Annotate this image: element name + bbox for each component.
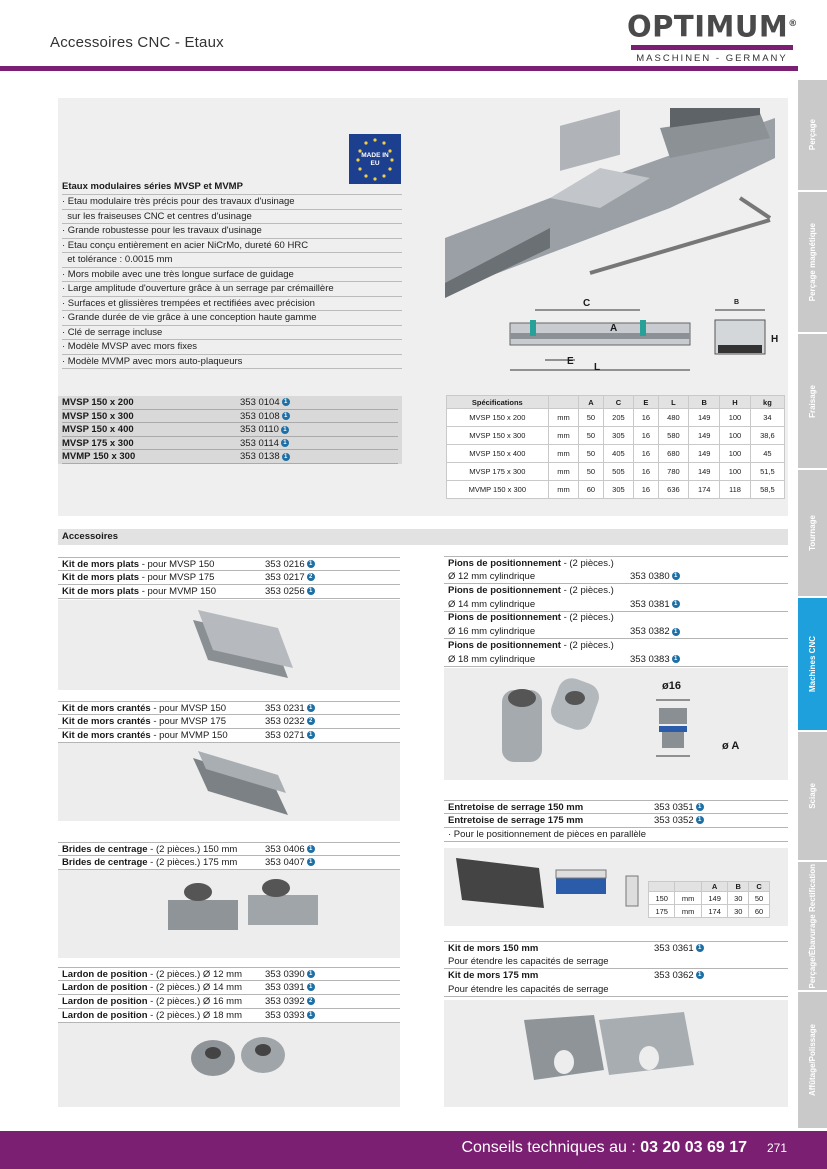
spec-header-cell: E <box>634 396 658 409</box>
spacer-table-header <box>649 882 770 892</box>
spacer-table-cell: C <box>749 882 770 892</box>
pin-sub-row <box>444 570 788 584</box>
info-dot-icon[interactable]: 1 <box>307 704 315 712</box>
pin-name: Pions de positionnement <box>448 612 561 624</box>
spec-header-cell <box>548 396 579 409</box>
spec-header-cell: Spécifications <box>447 396 549 409</box>
vise-bullet: · Etau conçu entièrement en acier NiCrMo, dureté 60 HRC <box>62 239 402 254</box>
dim-label-b: B <box>734 299 740 306</box>
pin-ref: 353 0382 1 <box>630 625 680 639</box>
info-dot-icon[interactable]: 1 <box>307 970 315 978</box>
spacer-row <box>444 814 788 828</box>
accessory-name: Kit de mors crantés <box>62 716 151 727</box>
dim-label-a: A <box>610 323 618 334</box>
pin-size: Ø 12 mm cylindrique <box>448 571 536 582</box>
spec-cell: MVSP 150 x 200 <box>447 409 549 427</box>
spacer-row <box>444 800 788 814</box>
info-dot-icon[interactable]: 2 <box>307 717 315 725</box>
pin-size: Ø 18 mm cylindrique <box>448 653 536 665</box>
jaw-kit-sub: Pour étendre les capacités de serrage <box>444 955 788 969</box>
spec-cell: MVMP 150 x 300 <box>447 481 549 499</box>
tab-machines-cnc[interactable]: Machines CNC <box>798 598 827 732</box>
info-dot-icon[interactable]: 1 <box>672 572 680 580</box>
info-dot-icon[interactable]: 1 <box>696 971 704 979</box>
spec-cell: mm <box>548 481 579 499</box>
info-dot-icon[interactable]: 1 <box>307 845 315 853</box>
info-dot-icon[interactable]: 1 <box>307 731 315 739</box>
pin-dim-16: ø16 <box>662 680 681 692</box>
tab-fraisage[interactable]: Fraisage <box>798 334 827 470</box>
pin-name: Pions de positionnement <box>448 639 561 651</box>
spec-cell: 149 <box>689 463 720 481</box>
positioning-pins-image <box>444 668 788 780</box>
accessory-name: Lardon de position <box>62 1010 148 1021</box>
tab-tournage[interactable]: Tournage <box>798 470 827 598</box>
jaw-kit-name: Kit de mors 175 mm <box>448 970 539 981</box>
vise-image <box>440 108 785 308</box>
spec-cell: MVSP 175 x 300 <box>447 463 549 481</box>
info-dot-icon[interactable]: 1 <box>282 412 290 420</box>
vise-bullet: · Large amplitude d'ouverture grâce à un serrage par crémaillère <box>62 282 402 297</box>
spacer-table-row <box>649 905 770 918</box>
pin-desc: - (2 pièces.) <box>560 612 614 624</box>
accessory-ref: 353 0393 1 <box>265 1009 315 1023</box>
spec-cell: mm <box>548 463 579 481</box>
vise-model-row <box>62 437 398 451</box>
accessory-ref: 353 0392 2 <box>265 995 315 1009</box>
jaw-kit-ref: 353 0362 1 <box>654 969 704 983</box>
spec-cell: 174 <box>689 481 720 499</box>
model-ref: 353 0110 1 <box>240 423 289 437</box>
vise-bullet: · Modèle MVMP avec mors auto-plaqueurs <box>62 355 402 370</box>
spec-cell: 51,5 <box>750 463 784 481</box>
spacer-table-cell: 149 <box>701 892 727 905</box>
spec-cell: 50 <box>579 463 603 481</box>
accessory-ref: 353 0390 1 <box>265 968 315 982</box>
tab-percage-magnetique[interactable]: Perçage magnétique <box>798 192 827 334</box>
info-dot-icon[interactable]: 1 <box>672 600 680 608</box>
spacer-table-cell: 175 <box>649 905 675 918</box>
pin-ref: 353 0383 1 <box>630 653 680 667</box>
spec-cell: 405 <box>603 445 634 463</box>
info-dot-icon[interactable]: 1 <box>672 655 680 663</box>
spec-row <box>447 409 785 427</box>
spacer-table-cell: 30 <box>728 905 749 918</box>
spec-header-cell: H <box>720 396 751 409</box>
tab-rectification[interactable]: Perçage/Ébavurage Rectification <box>798 862 827 992</box>
info-dot-icon[interactable]: 1 <box>282 398 290 406</box>
spec-cell: 305 <box>603 427 634 445</box>
accessory-row <box>58 701 400 715</box>
spec-row <box>447 445 785 463</box>
tab-percage[interactable]: Perçage <box>798 80 827 192</box>
spec-cell: 780 <box>658 463 689 481</box>
jaw-kit-name: Kit de mors 150 mm <box>448 943 539 954</box>
spec-cell: 100 <box>720 445 751 463</box>
spec-header-cell: L <box>658 396 689 409</box>
dim-label-h: H <box>771 334 779 345</box>
spec-cell: 100 <box>720 463 751 481</box>
spec-cell: 16 <box>634 409 658 427</box>
dim-label-e: E <box>567 356 574 367</box>
info-dot-icon[interactable]: 1 <box>672 628 680 636</box>
vise-model-row <box>62 410 398 424</box>
model-name: MVSP 150 x 400 <box>62 424 134 436</box>
jaw-kit-sub: Pour étendre les capacités de serrage <box>444 983 788 997</box>
brand-subtitle: MASCHINEN - GERMANY <box>636 52 788 64</box>
spacer-table-cell: A <box>701 882 727 892</box>
info-dot-icon[interactable]: 1 <box>696 944 704 952</box>
accessory-row <box>58 729 400 743</box>
made-in-eu-badge: MADE IN EU <box>349 134 401 184</box>
accessory-ref: 353 0231 1 <box>265 702 315 716</box>
pin-ref: 353 0381 1 <box>630 598 680 612</box>
model-name: MVSP 150 x 200 <box>62 397 134 408</box>
info-dot-icon[interactable]: 1 <box>282 453 290 461</box>
info-dot-icon[interactable]: 1 <box>307 560 315 568</box>
spacer-table-cell: 174 <box>701 905 727 918</box>
accessory-row <box>58 715 400 729</box>
spec-cell: 16 <box>634 463 658 481</box>
spec-cell: 680 <box>658 445 689 463</box>
accessory-row <box>58 981 400 995</box>
spacer-table-cell: mm <box>675 905 701 918</box>
info-dot-icon[interactable]: 1 <box>307 587 315 595</box>
spec-cell: mm <box>548 409 579 427</box>
model-name: MVSP 175 x 300 <box>62 437 134 449</box>
centering-clamps-image <box>58 870 400 958</box>
accessory-row <box>58 585 400 599</box>
pin-sub-row <box>444 625 788 639</box>
vise-bullet: · Grande robustesse pour les travaux d'usinage <box>62 224 402 239</box>
accessory-ref: 353 0391 1 <box>265 981 315 995</box>
pin-name: Pions de positionnement <box>448 558 561 569</box>
spec-cell: mm <box>548 427 579 445</box>
vise-model-row <box>62 396 398 410</box>
model-name: MVSP 150 x 300 <box>62 410 134 422</box>
spec-cell: 149 <box>689 409 720 427</box>
spacer-table-cell <box>649 882 675 892</box>
spec-cell: 50 <box>579 427 603 445</box>
spec-row <box>447 427 785 445</box>
pin-size: Ø 14 mm cylindrique <box>448 598 536 610</box>
spec-cell: 58,5 <box>750 481 784 499</box>
registered-mark: ® <box>788 19 798 29</box>
spec-row <box>447 481 785 499</box>
spacer-table-row <box>649 892 770 905</box>
pin-desc: - (2 pièces.) <box>560 558 614 569</box>
accessory-name: Lardon de position <box>62 969 148 980</box>
tab-sciage[interactable]: Sciage <box>798 732 827 862</box>
spec-cell: 50 <box>579 409 603 427</box>
brand-name: OPTIMUM <box>627 9 789 44</box>
model-ref: 353 0114 1 <box>240 437 289 451</box>
footer-bar <box>0 1131 827 1169</box>
spec-cell: 149 <box>689 427 720 445</box>
dim-label-c: C <box>583 298 591 309</box>
spacer-table-cell: 150 <box>649 892 675 905</box>
model-name: MVMP 150 x 300 <box>62 451 136 463</box>
vise-bullet: · Modèle MVSP avec mors fixes <box>62 340 402 355</box>
accessory-desc: - (2 pièces.) Ø 18 mm <box>147 1010 242 1021</box>
spec-cell: 34 <box>750 409 784 427</box>
accessory-ref: 353 0232 2 <box>265 715 315 729</box>
spec-header-cell: kg <box>750 396 784 409</box>
spec-cell: 45 <box>750 445 784 463</box>
spec-cell: MVSP 150 x 300 <box>447 427 549 445</box>
accessory-desc: - pour MVSP 150 <box>139 559 215 570</box>
vise-bullet: · Mors mobile avec une très longue surface de guidage <box>62 268 402 283</box>
info-dot-icon[interactable]: 1 <box>307 858 315 866</box>
info-dot-icon[interactable]: 1 <box>281 439 289 447</box>
accessory-desc: - (2 pièces.) Ø 14 mm <box>147 982 242 993</box>
spacer-table-cell: 50 <box>749 892 770 905</box>
spec-cell: 16 <box>634 445 658 463</box>
accessory-row <box>58 856 400 870</box>
spec-header-cell: A <box>579 396 603 409</box>
vise-bullet: · Surfaces et glissières trempées et rectifiées avec précision <box>62 297 402 312</box>
accessory-row <box>58 557 400 571</box>
jaw-kit-row <box>444 941 788 955</box>
accessory-desc: - pour MVSP 150 <box>150 703 227 714</box>
vise-bullet: · Etau modulaire très précis pour des travaux d'usinage <box>62 195 402 210</box>
accessory-desc: - pour MVSP 175 <box>150 716 227 727</box>
accessory-desc: - pour MVSP 175 <box>139 572 215 583</box>
accessory-desc: - (2 pièces.) 175 mm <box>147 857 238 868</box>
vise-description <box>62 180 402 369</box>
jaw-kit-image <box>444 1000 788 1107</box>
accessory-ref: 353 0217 2 <box>265 571 315 585</box>
accessory-row <box>58 967 400 981</box>
vise-bullet: sur les fraiseuses CNC et centres d'usinage <box>62 210 402 225</box>
accessory-name: Kit de mors crantés <box>62 703 151 714</box>
vise-model-row <box>62 450 398 464</box>
spacer-note: · Pour le positionnement de pièces en parallèle <box>444 828 788 842</box>
spec-cell: 480 <box>658 409 689 427</box>
accessory-name: Kit de mors plats <box>62 586 140 597</box>
info-dot-icon[interactable]: 1 <box>307 983 315 991</box>
pin-sub-row <box>444 598 788 612</box>
side-tabs <box>798 80 827 1130</box>
accessory-ref: 353 0271 1 <box>265 729 315 743</box>
accessory-name: Lardon de position <box>62 996 148 1007</box>
pin-title-row <box>444 611 788 625</box>
position-gibs-image <box>58 1023 400 1107</box>
jaw-kit-ref: 353 0361 1 <box>654 942 704 956</box>
spec-cell: 16 <box>634 481 658 499</box>
pin-ref: 353 0380 1 <box>630 570 680 584</box>
accessory-desc: - (2 pièces.) 150 mm <box>147 844 238 855</box>
pin-title-row <box>444 584 788 598</box>
pin-desc: - (2 pièces.) <box>560 584 614 596</box>
pin-size: Ø 16 mm cylindrique <box>448 626 536 638</box>
pin-dim-a: ø A <box>722 740 740 752</box>
spec-header-cell: C <box>603 396 634 409</box>
vise-bullet: et tolérance : 0.0015 mm <box>62 253 402 268</box>
header-rule <box>0 66 798 71</box>
model-ref: 353 0108 1 <box>240 410 290 424</box>
info-dot-icon[interactable]: 2 <box>307 997 315 1005</box>
tab-affutage[interactable]: Affûtage/Polissage <box>798 992 827 1130</box>
vise-model-row <box>62 423 398 437</box>
vise-bullet: · Clé de serrage incluse <box>62 326 402 341</box>
spacer-name: Entretoise de serrage 175 mm <box>448 815 584 826</box>
spec-cell: 305 <box>603 481 634 499</box>
pin-name: Pions de positionnement <box>448 584 561 596</box>
spec-cell: 50 <box>579 445 603 463</box>
vise-bullet: · Grande durée de vie grâce à une conception haute gamme <box>62 311 402 326</box>
footer-contact: Conseils techniques au : 03 20 03 69 17 <box>461 1139 747 1156</box>
accessories-header: Accessoires <box>58 529 788 545</box>
brand-logo <box>627 8 797 64</box>
spec-cell: 38,6 <box>750 427 784 445</box>
spec-cell: MVSP 150 x 400 <box>447 445 549 463</box>
accessory-name: Brides de centrage <box>62 857 148 868</box>
spec-cell: 60 <box>579 481 603 499</box>
info-dot-icon[interactable]: 1 <box>696 816 704 824</box>
jaw-kit-row <box>444 969 788 983</box>
accessory-ref: 353 0256 1 <box>265 585 315 599</box>
spec-cell: 100 <box>720 409 751 427</box>
info-dot-icon[interactable]: 1 <box>696 803 704 811</box>
spec-cell: mm <box>548 445 579 463</box>
spacer-table-cell: 60 <box>749 905 770 918</box>
spec-header-row <box>447 396 785 409</box>
vise-end-view <box>710 305 770 360</box>
serrated-jaws-image <box>58 743 400 821</box>
pin-title-row <box>444 639 788 653</box>
flat-jaws-image <box>58 600 400 690</box>
spec-cell: 16 <box>634 427 658 445</box>
accessory-row <box>58 1009 400 1023</box>
pin-sub-row <box>444 653 788 667</box>
info-dot-icon[interactable]: 1 <box>307 1011 315 1019</box>
accessory-ref: 353 0407 1 <box>265 856 315 870</box>
spacer-table <box>648 881 770 918</box>
info-dot-icon[interactable]: 1 <box>281 426 289 434</box>
spacer-table-cell: mm <box>675 892 701 905</box>
spec-cell: 505 <box>603 463 634 481</box>
accessory-name: Kit de mors crantés <box>62 730 151 741</box>
spacer-table-cell: B <box>728 882 749 892</box>
accessory-name: Kit de mors plats <box>62 572 140 583</box>
spec-cell: 118 <box>720 481 751 499</box>
accessory-desc: - pour MVMP 150 <box>139 586 216 597</box>
vise-title: Etaux modulaires séries MVSP et MVMP <box>62 180 402 195</box>
spacer-table-cell: 30 <box>728 892 749 905</box>
spec-cell: 100 <box>720 427 751 445</box>
accessory-desc: - (2 pièces.) Ø 12 mm <box>147 969 242 980</box>
accessory-desc: - pour MVMP 150 <box>150 730 228 741</box>
model-ref: 353 0104 1 <box>240 396 290 410</box>
spacer-ref: 353 0351 1 <box>654 801 704 815</box>
accessory-row <box>58 571 400 585</box>
accessory-row <box>58 995 400 1009</box>
page-title: Accessoires CNC - Etaux <box>50 34 224 51</box>
spec-cell: 636 <box>658 481 689 499</box>
pin-desc: - (2 pièces.) <box>560 639 614 651</box>
accessory-row <box>58 842 400 856</box>
dim-label-l: L <box>594 362 601 373</box>
spec-cell: 580 <box>658 427 689 445</box>
spacer-table-cell <box>675 882 701 892</box>
spec-cell: 205 <box>603 409 634 427</box>
accessory-name: Lardon de position <box>62 982 148 993</box>
spec-header-cell: B <box>689 396 720 409</box>
footer-phone[interactable]: 03 20 03 69 17 <box>640 1139 747 1156</box>
vise-spec-table <box>446 395 785 499</box>
page-number: 271 <box>766 1141 787 1155</box>
spec-row <box>447 463 785 481</box>
spacer-ref: 353 0352 1 <box>654 814 704 828</box>
spec-cell: 149 <box>689 445 720 463</box>
accessory-name: Brides de centrage <box>62 844 148 855</box>
accessory-desc: - (2 pièces.) Ø 16 mm <box>147 996 242 1007</box>
model-ref: 353 0138 1 <box>240 450 290 464</box>
info-dot-icon[interactable]: 2 <box>307 573 315 581</box>
spacer-name: Entretoise de serrage 150 mm <box>448 802 584 813</box>
accessory-ref: 353 0406 1 <box>265 843 315 857</box>
accessory-ref: 353 0216 1 <box>265 558 315 572</box>
accessory-name: Kit de mors plats <box>62 559 140 570</box>
pin-title-row <box>444 556 788 570</box>
